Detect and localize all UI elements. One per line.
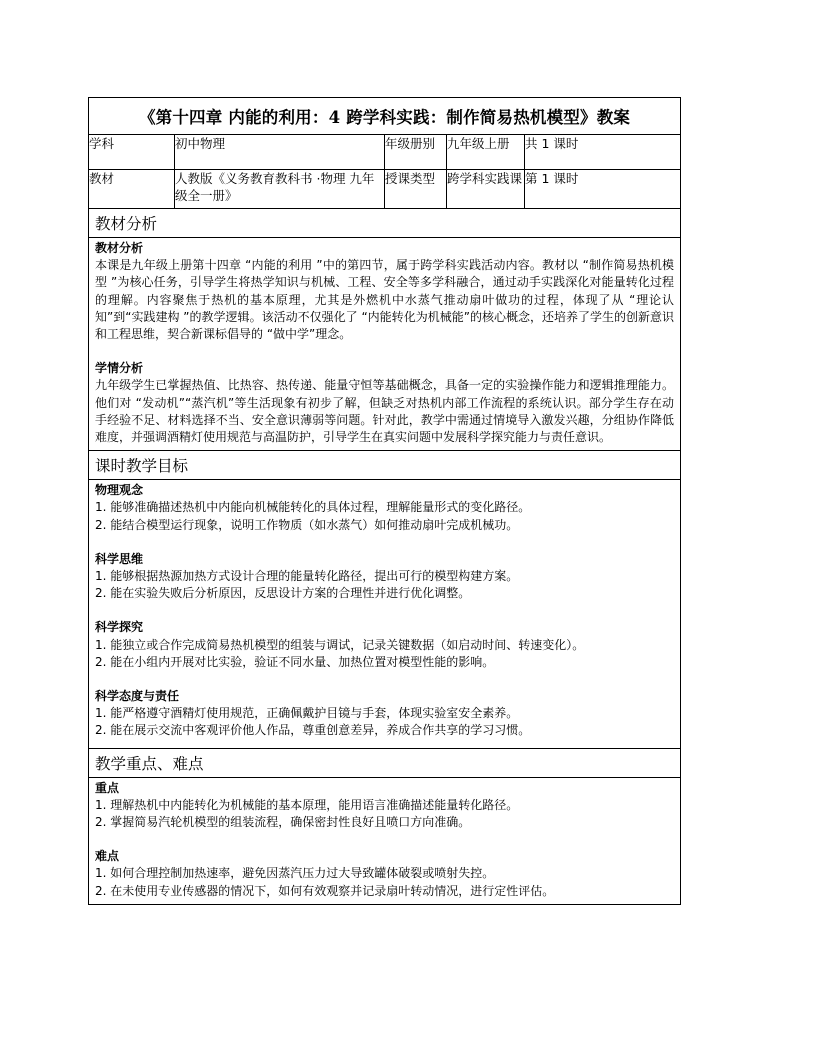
subheading-learner-analysis: 学情分析 <box>95 361 144 376</box>
subheading-material-analysis: 教材分析 <box>95 241 144 255</box>
section-heading-material-analysis: 教材分析 <box>89 209 681 238</box>
hours-value: 共 1 课时 <box>525 135 681 170</box>
difficult-point-item: 1. 如何合理控制加热速率，避免因蒸汽压力过大导致罐体破裂或喷射失控。 <box>95 866 495 881</box>
section-body-material-analysis <box>89 238 681 451</box>
section-body-objectives <box>89 480 681 748</box>
objective-group-title: 科学思维 <box>95 551 144 566</box>
paragraph-material-analysis: 本课是九年级上册第十四章 “内能的利用 ”中的第四节，属于跨学科实践活动内容。教材以 “制作简易热机模型 ”为核心任务，引导学生将热学知识与机械、工程、安全等多学科融合，通过动手实践深化对能量转化过程的理解。内容聚焦于热机的基本原理，尤其是外燃机中水蒸气推动扇叶做功的过程，体现了从 “理论认知”到“实践建构 ”的教学逻辑。该活动不仅强化了 “内能转化为机械能”的核心概念，还培养了学生的创新意识和工程思维，契合新课标倡导的 “做中学”理念。 <box>95 258 675 342</box>
subject-value: 初中物理 <box>175 135 385 170</box>
objective-item: 2. 能在展示交流中客观评价他人作品，尊重创意差异，养成合作共享的学习习惯。 <box>95 723 531 738</box>
paragraph-learner-analysis: 九年级学生已掌握热值、比热容、热传递、能量守恒等基础概念，具备一定的实验操作能力和逻辑推理能力。他们对 “发动机”“蒸汽机”等生活现象有初步了解，但缺乏对热机内部工作流程的系统认识。部分学生存在动手经验不足、材料选择不当、安全意识薄弱等问题。针对此，教学中需通过情境导入激发兴趣，分组协作降低难度，并强调酒精灯使用规范与高温防护，引导学生在真实问题中发展科学探究能力与责任意识。 <box>95 378 675 445</box>
type-label: 授课类型 <box>385 170 447 209</box>
lesson-plan-page <box>88 97 680 905</box>
type-value: 跨学科实践课 <box>447 170 525 209</box>
document-title: 《第十四章 内能的利用：4 跨学科实践：制作简易热机模型》教案 <box>89 98 681 135</box>
objective-item: 2. 能在实验失败后分析原因，反思设计方案的合理性并进行优化调整。 <box>95 586 471 601</box>
textbook-value: 人教版《义务教育教科书 ·物理 九年级全一册》 <box>175 170 385 209</box>
grade-value: 九年级上册 <box>447 135 525 170</box>
difficult-point-item: 2. 在未使用专业传感器的情况下，如何有效观察并记录扇叶转动情况，进行定性评估。 <box>95 883 555 898</box>
subject-label: 学科 <box>89 135 175 170</box>
objective-item: 1. 能严格遵守酒精灯使用规范，正确佩戴护目镜与手套，体现实验室安全素养。 <box>95 706 519 721</box>
key-point-item: 2. 掌握简易汽轮机模型的组装流程，确保密封性良好且喷口方向准确。 <box>95 815 471 830</box>
section-body-key-difficult-points <box>89 777 681 904</box>
section-heading-objectives: 课时教学目标 <box>89 451 681 480</box>
period-value: 第 1 课时 <box>525 170 681 209</box>
lesson-plan-table <box>88 97 681 905</box>
difficult-points-title: 难点 <box>95 849 120 864</box>
key-points-title: 重点 <box>95 780 120 795</box>
textbook-label: 教材 <box>89 170 175 209</box>
objective-item: 1. 能独立或合作完成简易热机模型的组装与调试，记录关键数据（如启动时间、转速变化）。 <box>95 637 585 652</box>
key-point-item: 1. 理解热机中内能转化为机械能的基本原理，能用语言准确描述能量转化路径。 <box>95 797 519 812</box>
objective-group-title: 物理观念 <box>95 483 144 498</box>
objective-item: 1. 能够根据热源加热方式设计合理的能量转化路径，提出可行的模型构建方案。 <box>95 569 519 584</box>
objective-item: 2. 能在小组内开展对比实验，验证不同水量、加热位置对模型性能的影响。 <box>95 654 495 669</box>
objective-group-title: 科学态度与责任 <box>95 689 180 704</box>
objective-item: 1. 能够准确描述热机中内能向机械能转化的具体过程，理解能量形式的变化路径。 <box>95 500 531 515</box>
section-heading-key-difficult-points: 教学重点、难点 <box>89 748 681 777</box>
grade-label: 年级册别 <box>385 135 447 170</box>
objective-item: 2. 能结合模型运行现象，说明工作物质（如水蒸气）如何推动扇叶完成机械功。 <box>95 517 519 532</box>
objective-group-title: 科学探究 <box>95 620 144 635</box>
